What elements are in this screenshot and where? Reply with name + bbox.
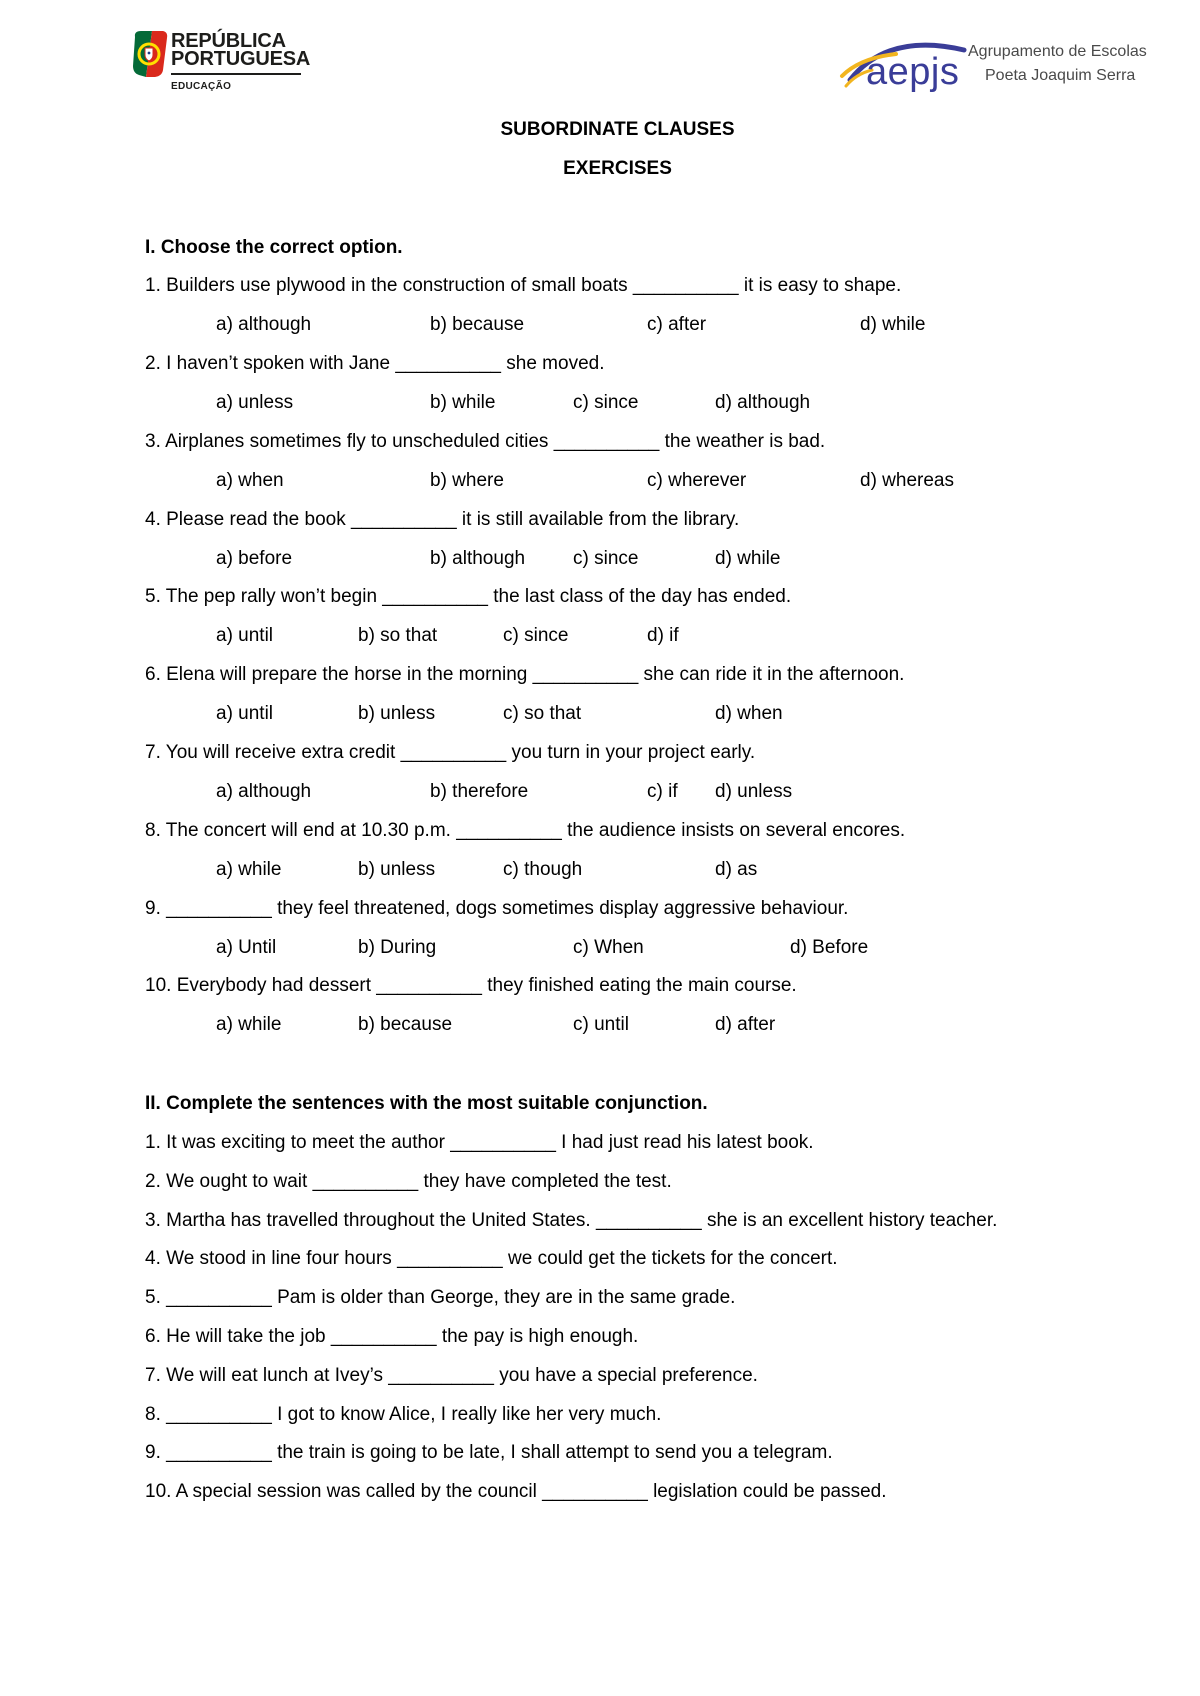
completion-item-6: 6. He will take the job __________ the pay is high enough. [145,1326,639,1347]
completion-item-1: 1. It was exciting to meet the author __________ I had just read his latest book. [145,1132,814,1153]
page-title: SUBORDINATE CLAUSES [500,119,735,140]
gov-logo-line1: REPÚBLICA [171,30,286,52]
question-6-option-d: d) when [715,703,783,724]
portugal-emblem-icon [130,28,170,80]
completion-item-8: 8. __________ I got to know Alice, I really like her very much. [145,1404,662,1425]
question-4-option-b: b) although [430,548,526,569]
question-10-option-d: d) after [715,1014,776,1035]
question-5-text: 5. The pep rally won’t begin __________ the last class of the day has ended. [145,586,792,607]
question-9-option-b: b) During [358,937,437,958]
question-1-option-a: a) although [216,314,312,335]
completion-item-5: 5. __________ Pam is older than George, they are in the same grade. [145,1287,736,1308]
question-9-option-a: a) Until [216,937,277,958]
question-5-option-c: c) since [503,625,569,646]
question-8-option-c: c) though [503,859,583,880]
gov-logo-line2: PORTUGUESA [171,48,311,70]
question-7-option-d: d) unless [715,781,793,802]
question-4-option-d: d) while [715,548,781,569]
question-3-option-c: c) wherever [647,470,747,491]
question-10-option-c: c) until [573,1014,629,1035]
question-9-option-c: c) When [573,937,644,958]
question-2-option-d: d) although [715,392,811,413]
question-2-option-a: a) unless [216,392,294,413]
section-2-heading: II. Complete the sentences with the most suitable conjunction. [145,1093,708,1114]
question-8-text: 8. The concert will end at 10.30 p.m. __________ the audience insists on several encores. [145,820,906,841]
question-6-text: 6. Elena will prepare the horse in the morning __________ she can ride it in the afternoon. [145,664,905,685]
school-logo-line2: Poeta Joaquim Serra [985,67,1136,84]
question-3-option-d: d) whereas [860,470,954,491]
section-1-heading: I. Choose the correct option. [145,237,403,258]
completion-item-3: 3. Martha has travelled throughout the United States. __________ she is an excellent history teacher. [145,1210,998,1231]
question-8-option-d: d) as [715,859,758,880]
question-3-option-b: b) where [430,470,504,491]
question-5-option-b: b) so that [358,625,438,646]
question-9-text: 9. __________ they feel threatened, dogs sometimes display aggressive behaviour. [145,898,849,919]
gov-logo-line3: EDUCAÇÃO [171,81,232,92]
page-subtitle: EXERCISES [563,158,672,179]
question-4-option-a: a) before [216,548,293,569]
question-8-option-a: a) while [216,859,282,880]
question-6-option-b: b) unless [358,703,436,724]
question-10-option-b: b) because [358,1014,453,1035]
question-10-option-a: a) while [216,1014,282,1035]
question-5-option-a: a) until [216,625,274,646]
question-2-text: 2. I haven’t spoken with Jane __________ she moved. [145,353,605,374]
question-1-option-d: d) while [860,314,926,335]
question-4-text: 4. Please read the book __________ it is still available from the library. [145,509,740,530]
school-logo-acronym: aepjs [866,51,960,93]
completion-item-9: 9. __________ the train is going to be late, I shall attempt to send you a telegram. [145,1442,833,1463]
completion-item-2: 2. We ought to wait __________ they have completed the test. [145,1171,672,1192]
question-4-option-c: c) since [573,548,639,569]
question-2-option-c: c) since [573,392,639,413]
question-7-text: 7. You will receive extra credit __________ you turn in your project early. [145,742,756,763]
question-1-text: 1. Builders use plywood in the construction of small boats __________ it is easy to shape. [145,275,902,296]
question-1-option-c: c) after [647,314,707,335]
completion-item-4: 4. We stood in line four hours __________ we could get the tickets for the concert. [145,1248,838,1269]
school-logo-line1: Agrupamento de Escolas [968,43,1147,60]
question-1-option-b: b) because [430,314,525,335]
gov-logo-divider [171,73,301,75]
question-3-text: 3. Airplanes sometimes fly to unscheduled cities __________ the weather is bad. [145,431,826,452]
question-8-option-b: b) unless [358,859,436,880]
question-7-option-a: a) although [216,781,312,802]
completion-item-10: 10. A special session was called by the council __________ legislation could be passed. [145,1481,887,1502]
question-10-text: 10. Everybody had dessert __________ they finished eating the main course. [145,975,797,996]
question-3-option-a: a) when [216,470,284,491]
question-9-option-d: d) Before [790,937,869,958]
question-6-option-c: c) so that [503,703,582,724]
question-5-option-d: d) if [647,625,679,646]
question-6-option-a: a) until [216,703,274,724]
question-7-option-c: c) if [647,781,678,802]
question-7-option-b: b) therefore [430,781,529,802]
question-2-option-b: b) while [430,392,496,413]
completion-item-7: 7. We will eat lunch at Ivey’s __________ you have a special preference. [145,1365,758,1386]
